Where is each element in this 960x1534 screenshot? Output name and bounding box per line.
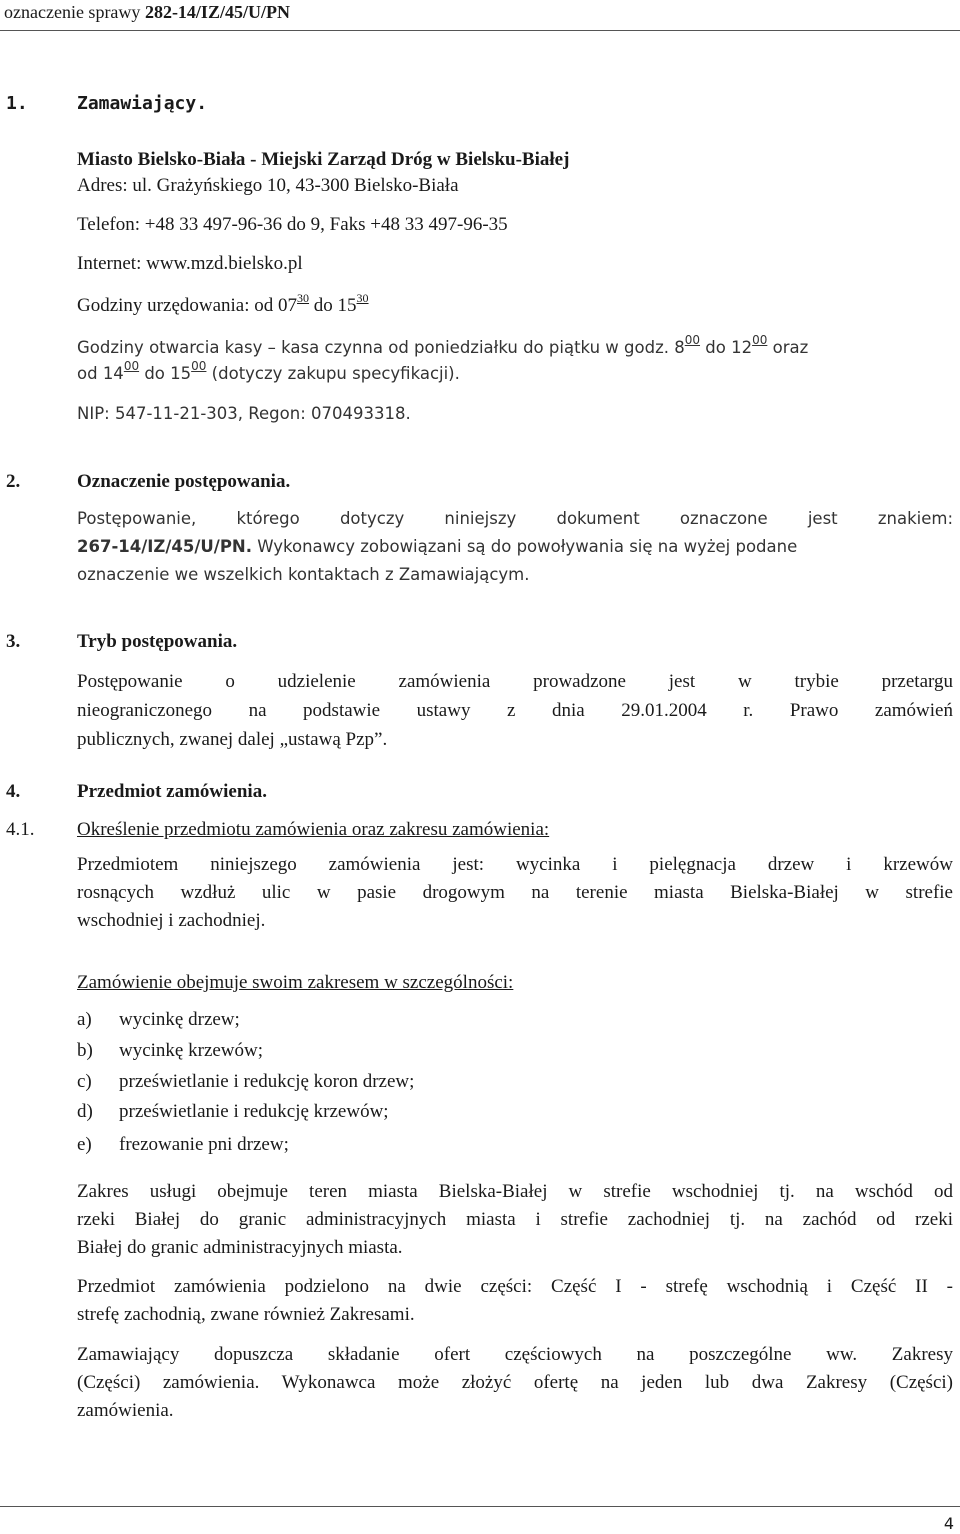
nip-regon: NIP: 547-11-21-303, Regon: 070493318. [77, 404, 411, 423]
partial-offers-line1: Zamawiający dopuszcza składanie ofert częściowych na poszczególne ww. Zakresy [77, 1344, 953, 1365]
page-number: 4 [943, 1514, 954, 1533]
section-1-title: Zamawiający. [77, 93, 208, 114]
subject-line2: rosnących wzdłuż ulic w pasie drogowym na terenie miasta Bielska-Białej w strefie [77, 882, 953, 903]
partial-offers-line3: zamówienia. [77, 1400, 174, 1421]
section-2-text-line2: 267-14/IZ/45/U/PN. Wykonawcy zobowiązani są do powoływania się na wyżej podane [77, 537, 798, 556]
cashier-hours-line1: Godziny otwarcia kasy – kasa czynna od poniedziałku do piątku w godz. $8^{00}$ do $12^{00}$ oraz [77, 333, 809, 357]
scope-item: c) prześwietlanie i redukcję koron drzew; [77, 1071, 415, 1092]
section-4-number: 4. [6, 781, 21, 802]
division-line1: Przedmiot zamówienia podzielono na dwie części: Część I - strefę wschodnią i Część II - [77, 1276, 953, 1297]
section-2-text-line3: oznaczenie we wszelkich kontaktach z Zamawiającym. [77, 565, 530, 584]
subsection-4-1-title: Określenie przedmiotu zamówienia oraz zakresu zamówienia: [77, 819, 550, 840]
service-area-line1: Zakres usługi obejmuje teren miasta Bielska-Białej w strefie wschodniej tj. na wschód od [77, 1181, 953, 1202]
subsection-4-1-number: 4.1. [6, 819, 35, 840]
contracting-authority-name: Miasto Bielsko-Biała - Miejski Zarząd Dróg w Bielsku-Białej [77, 149, 570, 170]
section-3-number: 3. [6, 631, 21, 652]
subject-line3: wschodniej i zachodniej. [77, 910, 266, 931]
section-3-text-line2: nieograniczonego na podstawie ustawy z dnia 29.01.2004 r. Prawo zamówień [77, 700, 953, 721]
section-2-number: 2. [6, 471, 21, 492]
section-2-text-line1: Postępowanie, którego dotyczy niniejszy dokument oznaczone jest znakiem: [77, 509, 953, 528]
cashier-hours-line2: od $14^{00}$ do $15^{00}$ (dotyczy zakupu specyfikacji). [77, 359, 460, 383]
footer-divider [0, 1506, 960, 1507]
case-reference: oznaczenie sprawy 282-14/IZ/45/U/PN [4, 2, 290, 22]
service-area-line2: rzeki Białej do granic administracyjnych miasta i strefie zachodniej tj. na zachód od rzeki [77, 1209, 953, 1230]
address: Adres: ul. Grażyńskiego 10, 43-300 Bielsko-Biała [77, 175, 459, 196]
phone-fax: Telefon: +48 33 497-96-36 do 9, Faks +48 33 497-96-35 [77, 214, 508, 235]
case-code: 267-14/IZ/45/U/PN. [77, 537, 252, 556]
subject-line1: Przedmiotem niniejszego zamówienia jest: wycinka i pielęgnacja drzew i krzewów [77, 854, 953, 875]
section-3-text-line1: Postępowanie o udzielenie zamówienia prowadzone jest w trybie przetargu [77, 671, 953, 692]
division-line2: strefę zachodnią, zwane również Zakresami. [77, 1304, 415, 1325]
scope-item: b) wycinkę krzewów; [77, 1040, 264, 1061]
section-1-number: 1. [6, 93, 28, 114]
scope-item: d) prześwietlanie i redukcję krzewów; [77, 1101, 389, 1122]
section-3-text-line3: publicznych, zwanej dalej „ustawą Pzp”. [77, 729, 388, 750]
scope-item: a) wycinkę drzew; [77, 1009, 240, 1030]
section-4-title: Przedmiot zamówienia. [77, 781, 267, 802]
partial-offers-line2: (Części) zamówienia. Wykonawca może złożyć ofertę na jeden lub dwa Zakresy (Części) [77, 1372, 953, 1393]
section-2-title: Oznaczenie postępowania. [77, 471, 291, 492]
office-hours: Godziny urzędowania: od $07^{30}$ do $15^{30}$ [77, 291, 369, 316]
internet-address: Internet: www.mzd.bielsko.pl [77, 253, 303, 274]
scope-item: e) frezowanie pni drzew; [77, 1134, 289, 1155]
scope-heading: Zamówienie obejmuje swoim zakresem w szczególności: [77, 972, 514, 993]
service-area-line3: Białej do granic administracyjnych miasta. [77, 1237, 403, 1258]
page-header [0, 0, 960, 31]
section-3-title: Tryb postępowania. [77, 631, 238, 652]
